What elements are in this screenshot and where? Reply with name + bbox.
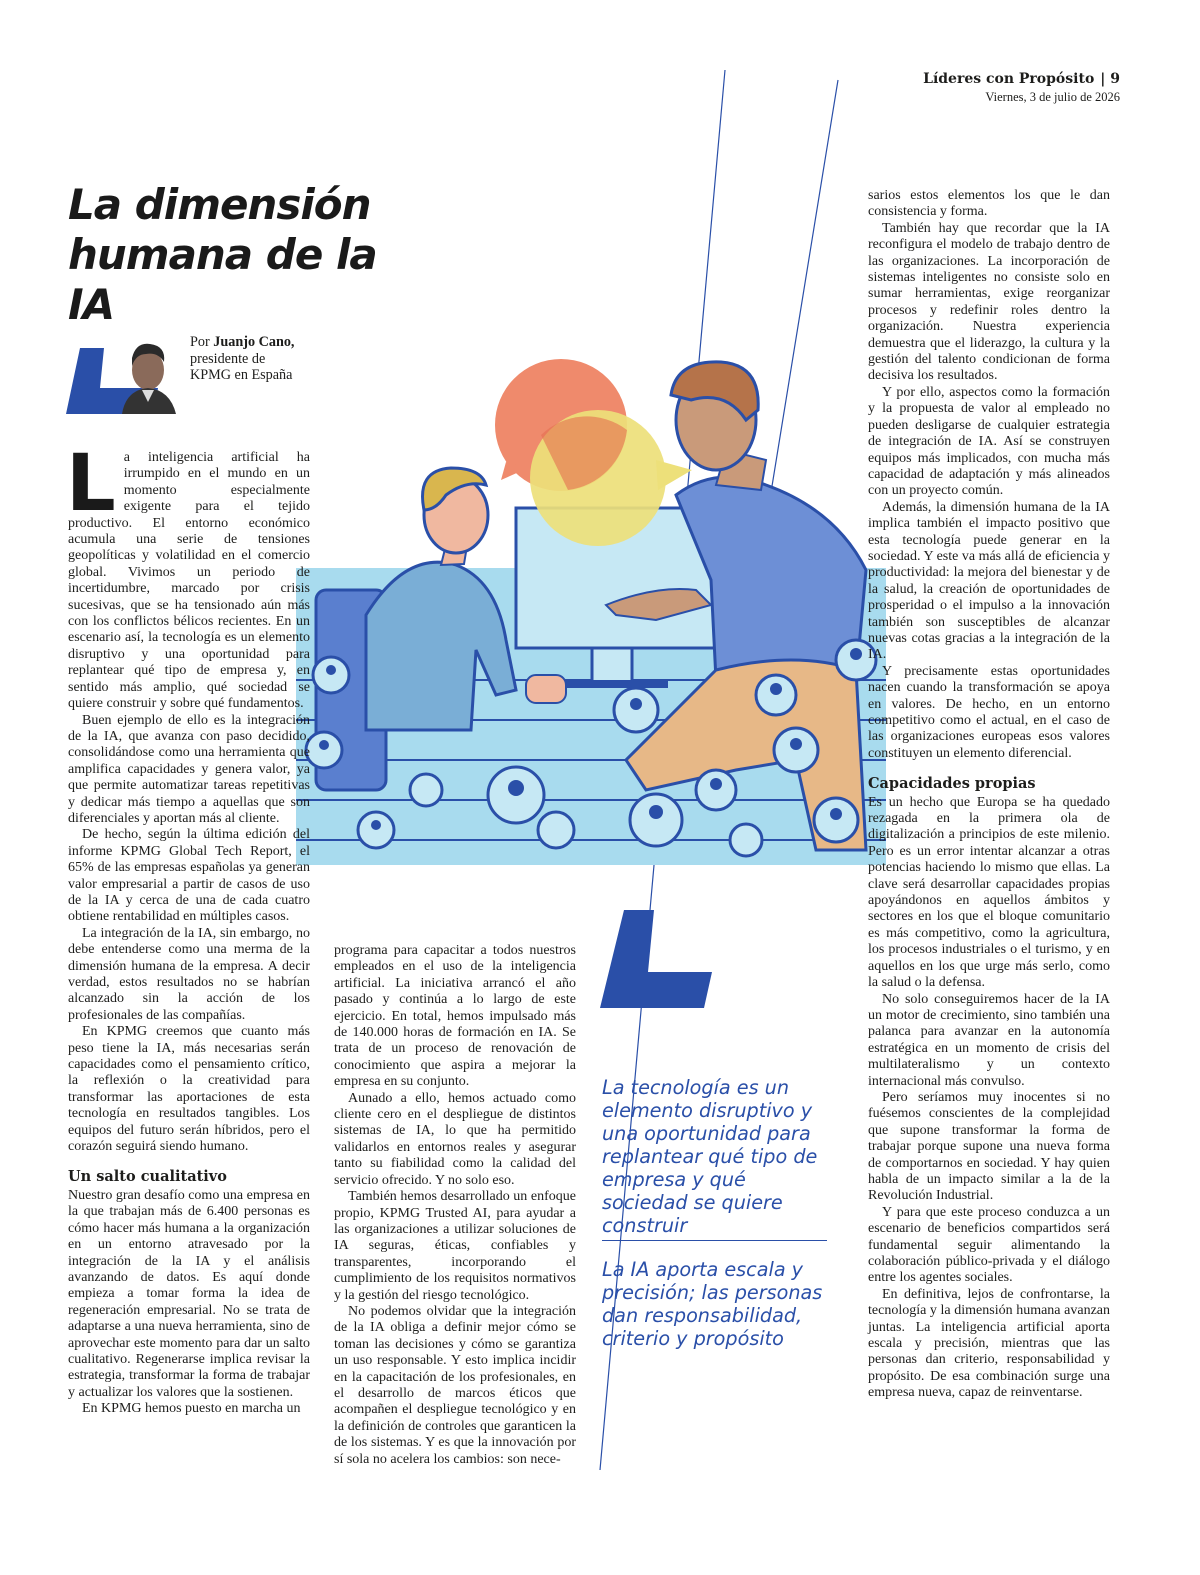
paragraph: Pero seríamos muy inocentes si no fuésemos conscientes de la complejidad que supone transformar la forma de trabajar porque supone una nueva forma de comportarnos en sociedad. Y hay quien habla de un impacto similar a la de la Revolución Industrial. [868,1089,1110,1204]
paragraph: También hay que recordar que la IA reconfigura el modelo de trabajo dentro de las organizaciones. La incorporación de sistemas inteligentes no consiste solo en sumar herramientas, exige reorganizar procesos y redefinir roles dentro la organización. Nuestra experiencia demuestra que el liderazgo, la cultura y la gestión del talento condicionan de forma decisiva los resultados. [868,220,1110,384]
paragraph: También hemos desarrollado un enfoque propio, KPMG Trusted AI, para ayudar a las organizaciones a utilizar soluciones de IA seguras, éticas, confiables y transparentes, incorporando el cumplimiento de los requisitos normativos y la gestión del riesgo tecnológico. [334,1189,576,1303]
paragraph: En definitiva, lejos de confrontarse, la tecnología y la dimensión humana avanzan juntas. La inteligencia artificial aporta escala y precisión, mientras que las personas dan criterio, responsabilidad y propósito. De esa combinación surge una empresa nueva, capaz de reinventarse. [868,1286,1110,1401]
paragraph: Y precisamente estas oportunidades nacen cuando la transformación se apoya en valores. De hecho, en un entorno competitivo como el actual, en el caso de las organizaciones europeas esos valores constituyen un elemento diferencial. [868,663,1110,761]
pull-quote-2: La IA aporta escala y precisión; las personas dan responsabilidad, criterio y propósito [602,1258,823,1350]
paragraph: sarios estos elementos los que le dan consistencia y forma. [868,188,1110,220]
brand-l-mark [600,910,715,1010]
paragraph: En KPMG creemos que cuanto más peso tiene la IA, más necesarias serán capacidades como el pensamiento crítico, la reflexión o la creatividad para transformar las aportaciones de esta tecnología en resultados tangibles. Los equipos del futuro serán híbridos, pero el corazón seguirá siendo humano. [68,1024,310,1155]
page-header [900,70,1120,105]
paragraph: No solo conseguiremos hacer de la IA un motor de crecimiento, sino también una palanca para avanzar en la autonomía estratégica en un momento de crisis del multilateralismo y un contexto internacional más convulso. [868,991,1110,1089]
paragraph: De hecho, según la última edición del informe KPMG Global Tech Report, el 65% de las empresas españolas ya generan valor empresarial a partir de casos de uso de la IA y cerca de una de cada cuatro obtiene rentabilidad en múltiples casos. [68,827,310,925]
issue-date: Viernes, 3 de julio de 2026 [985,90,1120,104]
paragraph: Es un hecho que Europa se ha quedado rezagada en la primera ola de digitalización a principios de este milenio. Pero es un error intentar alcanzar a otras potencias haciendo lo mismo que ellas. La clave será desarrollar capacidades propias apoyándonos en aquellos ámbitos y sectores en los que el bloque comunitario es más competitivo, como la agricultura, los procesos industriales o el turismo, y en aquellos en los que urge más serlo, como la salud o la defensa. [868,794,1110,991]
paragraph: No podemos olvidar que la integración de la IA obliga a definir mejor cómo se toman las decisiones y cómo se garantiza un uso responsable. Y esto implica incidir en la capacitación de los profesionales, en el desarrollo de marcos éticos que acompañen el despliegue tecnológico y en la definición de controles que garanticen la de los sistemas. Y es que la innovación por sí sola no acelera los cambios: son nece- [334,1303,576,1467]
subheading: Capacidades propias [868,775,1036,793]
paragraph: Aunado a ello, hemos actuado como cliente cero en el despliegue de distintos sistemas de IA, lo que ha permitido validarlos en entornos reales y asegurar tanto su fiabilidad como la calidad del servicio ofrecido. Y no solo eso. [334,1090,576,1188]
page-number: | 9 [1100,71,1120,87]
column-3 [868,188,1110,1402]
paragraph: Nuestro gran desafío como una empresa en la que trabajan más de 6.400 personas es cómo hacer más humana a la organización en un entorno atravesado por la integración de la IA y el análisis avanzando de datos. Es aquí donde empieza a tomar forma la idea de regeneración empresarial. No se trata de adaptarse a una nueva herramienta, sino de aprovechar este momento para dar un salto cualitativo. Regenerarse implica revisar la estrategia, transformar la forma de trabajar y actualizar los valores que la sostienen. [68,1187,310,1400]
pull-quote-1: La tecnología es un elemento disruptivo y una oportunidad para replantear qué tipo de empresa y qué sociedad se quiere construir [602,1076,818,1237]
paragraph: Además, la dimensión humana de la IA implica también el impacto positivo que esta tecnología puede generar en la sociedad. Y este va más allá de eficiencia y productividad: la mejora del bienestar y de la salud, la creación de oportunidades de prosperidad o el impulso a la innovación también son susceptibles de alcanzar nuevas cotas gracias a la integración de la IA. [868,499,1110,663]
paragraph: En KPMG hemos puesto en marcha un [82,1401,301,1417]
pull-quote-divider [602,1240,827,1241]
paragraph: Y para que este proceso conduzca a un escenario de beneficios compartidos será fundamental seguir alimentando la colaboración público-privada y el diálogo entre los agentes sociales. [868,1204,1110,1286]
illustration-ai-meeting [296,350,886,865]
paragraph: Y por ello, aspectos como la formación y la propuesta de valor al empleado no pueden desligarse de cualquier estrategia de integración de IA. Así se construyen equipos más implicados, con mucha más capacidad de adaptación y más alineados con un proyecto común. [868,384,1110,499]
byline-prefix: Por [190,334,214,350]
paragraph: La integración de la IA, sin embargo, no debe entenderse como una merma de la dimensión humana de la empresa. A decir verdad, estos resultados no se habrían alcanzado sin la acción de los profesionales de las compañías. [68,925,310,1023]
subheading: Un salto cualitativo [68,1168,227,1186]
paragraph: a inteligencia artificial ha irrumpido en el mundo en un momento especialmente exigente para el tejido productivo. El entorno económico acumula una serie de tensiones geopolíticas y volatilidad en el comercio global. Vivimos un periodo de incertidumbre, marcado por crisis sucesivas, que se ha tensionado aún más con los conflictos bélicos recientes. En un escenario así, la tecnología es un elemento disruptivo y una oportunidad para replantear qué tipo de empresa y, en sentido más amplio, qué sociedad se quiere construir y sobre qué fundamentos. [68,450,310,712]
column-1 [66,439,310,1418]
drop-cap: L [66,439,116,529]
section-title: Líderes con Propósito [923,71,1095,87]
byline-author: Juanjo Cano, [213,334,295,350]
byline-role: presidente de KPMG en España [190,350,293,383]
paragraph: Buen ejemplo de ello es la integración de la IA, que avanza con paso decidido, consolidándose como una herramienta que amplifica capacidades y genera valor, ya que permite automatizar tareas repetitivas y dedicar más tiempo a aquellas que son diferenciales y aportan más al cliente. [68,712,310,826]
column-2 [334,943,576,1468]
headline: La dimensión humana de la IA [68,180,377,329]
paragraph: programa para capacitar a todos nuestros empleados en el uso de la inteligencia artificial. La iniciativa arrancó el año pasado y continúa a lo largo de este ejercicio. En total, hemos impulsado más de 140.000 horas de formación en IA. Se trata de un proceso de renovación de conocimiento que aspira a mejorar la empresa en su conjunto. [334,943,576,1090]
author-portrait [66,336,186,416]
byline [190,334,300,384]
